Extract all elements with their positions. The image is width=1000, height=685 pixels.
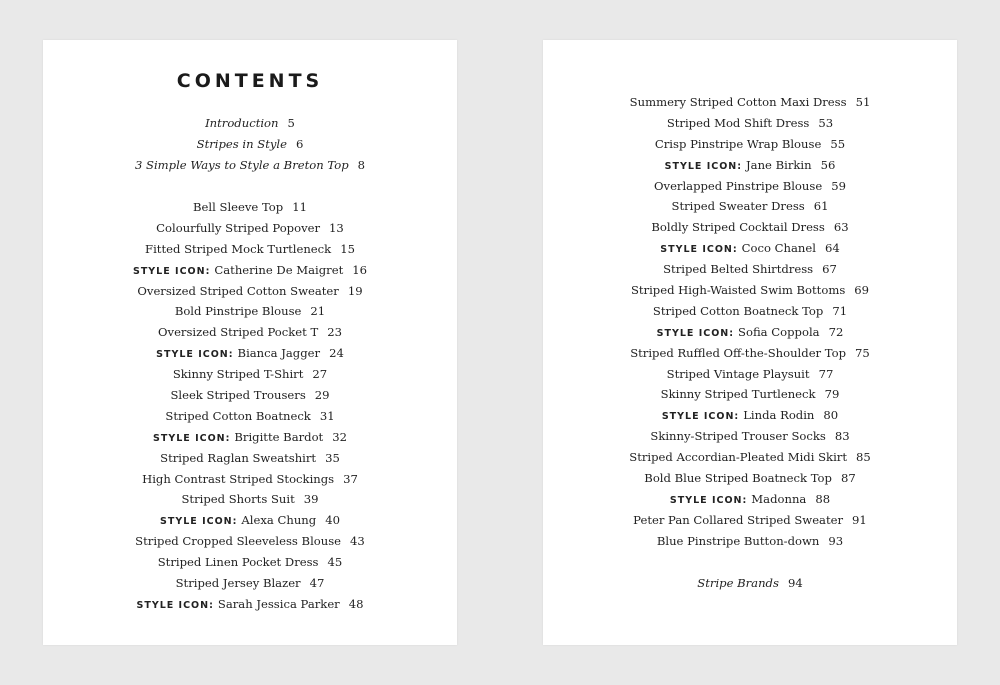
entry-title: Summery Striped Cotton Maxi Dress [629,95,847,109]
entry-page-number: 61 [813,199,829,214]
entry-title: Jane Birkin [746,157,812,172]
entry-page-number: 69 [854,283,870,298]
entry-title: Skinny Striped Turtleneck [660,387,816,402]
style-icon-label: STYLE ICON: [156,349,234,361]
entry-title: Sleek Striped Trousers [170,388,306,403]
entry-page-number: 8 [357,157,366,172]
entry-title: Oversized Striped Pocket T [158,325,319,340]
style-icon-entry [43,343,457,364]
toc-entry [543,134,957,155]
entry-title: Bianca Jagger [237,346,321,361]
entry-page-number: 87 [840,471,856,486]
toc-entry [43,134,457,155]
entry-page-number: 77 [818,366,834,381]
entry-page-number: 47 [309,576,325,591]
contents-list-left [43,197,457,615]
entry-title: Overlapped Pinstripe Blouse [654,178,823,193]
entry-page-number: 23 [327,325,342,340]
entry-title: Sofia Coppola [738,324,820,339]
entry-page-number: 83 [834,429,850,444]
entry-page-number: 53 [818,115,834,130]
entry-page-number: 51 [855,95,871,109]
left-page [43,40,457,645]
entry-title: Brigitte Bardot [234,429,324,444]
right-page [543,40,957,645]
toc-entry [43,469,457,490]
entry-page-number: 55 [830,136,846,151]
style-icon-label: STYLE ICON: [664,160,743,172]
entry-title: Oversized Striped Cotton Sweater [137,283,339,298]
toc-entry [543,176,957,197]
entry-page-number: 27 [312,367,328,382]
style-icon-entry [43,427,457,448]
entry-title: Striped Jersey Blazer [175,576,301,591]
entry-title: Striped Cotton Boatneck [165,408,311,423]
toc-entry [543,364,957,385]
entry-title: Sarah Jessica Parker [217,596,340,611]
entry-page-number: 75 [855,345,870,360]
style-icon-label: STYLE ICON: [153,432,231,444]
entry-page-number: 45 [327,555,343,570]
toc-entry [43,406,457,427]
entry-page-number: 85 [855,450,871,465]
toc-entry [543,510,957,531]
contents-title: CONTENTS [176,70,324,92]
entry-title: Striped Mod Shift Dress [666,115,810,130]
style-icon-entry [43,594,457,615]
entry-title: Striped Raglan Sweatshirt [160,450,317,465]
entry-title: Linda Rodin [743,408,815,423]
toc-entry [543,531,957,552]
intro-list [43,113,457,176]
entry-title: Bell Sleeve Top [193,200,284,214]
entry-page-number: 72 [828,324,844,339]
toc-entry [543,92,957,113]
toc-entry [543,573,957,594]
style-icon-label: STYLE ICON: [660,244,738,256]
entry-page-number: 29 [314,388,330,403]
toc-entry [43,364,457,385]
toc-entry [43,239,457,260]
entry-title: Fitted Striped Mock Turtleneck [145,241,332,256]
entry-title: Striped Belted Shirtdress [663,262,814,277]
entry-page-number: 43 [350,534,365,549]
entry-title: Blue Pinstripe Button-down [656,533,820,548]
entry-title: Boldly Striped Cocktail Dress [651,220,825,235]
entry-title: Striped Linen Pocket Dress [157,555,319,570]
contents-list-right [543,92,957,552]
style-icon-entry [543,322,957,343]
entry-title: Madonna [751,491,807,506]
entry-page-number: 15 [340,241,355,256]
entry-page-number: 59 [831,178,846,193]
entry-title: Introduction [205,116,279,130]
entry-title: Bold Pinstripe Blouse [174,304,302,319]
entry-title: Striped Ruffled Off-the-Shoulder Top [630,345,847,360]
style-icon-entry [543,405,957,426]
entry-title: Striped Accordian-Pleated Midi Skirt [629,450,847,465]
style-icon-entry [43,260,457,281]
entry-title: Skinny Striped T-Shirt [172,367,304,382]
toc-entry [543,301,957,322]
toc-entry [543,426,957,447]
toc-entry [543,280,957,301]
toc-entry [543,217,957,238]
style-icon-label: STYLE ICON: [656,327,735,339]
toc-entry [43,573,457,594]
style-icon-entry [543,489,957,510]
entry-title: Alexa Chung [241,513,317,528]
style-icon-entry [543,238,957,259]
style-icon-label: STYLE ICON: [132,265,211,277]
entry-title: Peter Pan Collared Striped Sweater [633,512,844,527]
entry-page-number: 16 [352,262,367,277]
entry-title: Bold Blue Striped Boatneck Top [644,471,832,486]
toc-entry [43,301,457,322]
entry-page-number: 91 [852,512,867,527]
entry-page-number: 31 [319,408,335,423]
entry-title: Skinny-Striped Trouser Socks [650,429,826,444]
toc-entry [43,448,457,469]
toc-entry [43,281,457,302]
entry-title: Stripe Brands [697,576,779,590]
entry-title: Striped Sweater Dress [671,199,805,214]
toc-entry [43,531,457,552]
style-icon-label: STYLE ICON: [669,494,748,506]
entry-page-number: 21 [310,304,326,319]
toc-entry [543,196,957,217]
style-icon-label: STYLE ICON: [160,516,238,528]
toc-entry [543,468,957,489]
entry-page-number: 6 [295,136,304,151]
entry-page-number: 88 [815,491,831,506]
style-icon-label: STYLE ICON: [136,599,214,611]
entry-page-number: 24 [329,346,344,361]
closing-list [543,573,957,594]
entry-title: Catherine De Maigret [214,262,344,277]
toc-entry [43,197,457,218]
entry-title: Colourfully Striped Popover [156,220,321,235]
toc-entry [43,552,457,573]
entry-title: Striped Vintage Playsuit [666,366,810,381]
entry-title: Striped High-Waisted Swim Bottoms [630,283,846,298]
entry-page-number: 80 [823,408,839,423]
entry-title: Coco Chanel [741,241,816,256]
entry-page-number: 32 [332,429,347,444]
entry-page-number: 37 [343,471,358,486]
entry-page-number: 94 [787,576,803,590]
entry-page-number: 11 [292,200,307,214]
entry-page-number: 19 [347,283,363,298]
toc-entry [43,155,457,176]
style-icon-label: STYLE ICON: [661,411,740,423]
entry-page-number: 35 [325,450,340,465]
style-icon-entry [543,155,957,176]
entry-page-number: 5 [287,116,295,130]
entry-page-number: 67 [822,262,837,277]
entry-page-number: 79 [824,387,840,402]
entry-title: Striped Cotton Boatneck Top [652,303,824,318]
entry-page-number: 13 [329,220,344,235]
toc-entry [43,113,457,134]
entry-page-number: 56 [820,157,836,172]
style-icon-entry [43,510,457,531]
toc-entry [43,218,457,239]
entry-title: Striped Cropped Sleeveless Blouse [135,534,342,549]
toc-entry [43,322,457,343]
entry-page-number: 63 [833,220,849,235]
toc-entry [43,385,457,406]
entry-page-number: 48 [348,596,364,611]
entry-title: Crisp Pinstripe Wrap Blouse [654,136,822,151]
entry-page-number: 39 [303,492,319,507]
entry-page-number: 40 [325,513,340,528]
entry-page-number: 64 [824,241,840,256]
entry-title: Striped Shorts Suit [181,492,295,507]
entry-title: 3 Simple Ways to Style a Breton Top [134,157,349,172]
toc-entry [543,343,957,364]
entry-page-number: 93 [828,533,844,548]
entry-title: High Contrast Striped Stockings [142,471,335,486]
toc-entry [543,113,957,134]
entry-page-number: 71 [832,303,848,318]
toc-entry [543,259,957,280]
toc-entry [43,489,457,510]
toc-entry [543,384,957,405]
entry-title: Stripes in Style [196,136,287,151]
toc-entry [543,447,957,468]
